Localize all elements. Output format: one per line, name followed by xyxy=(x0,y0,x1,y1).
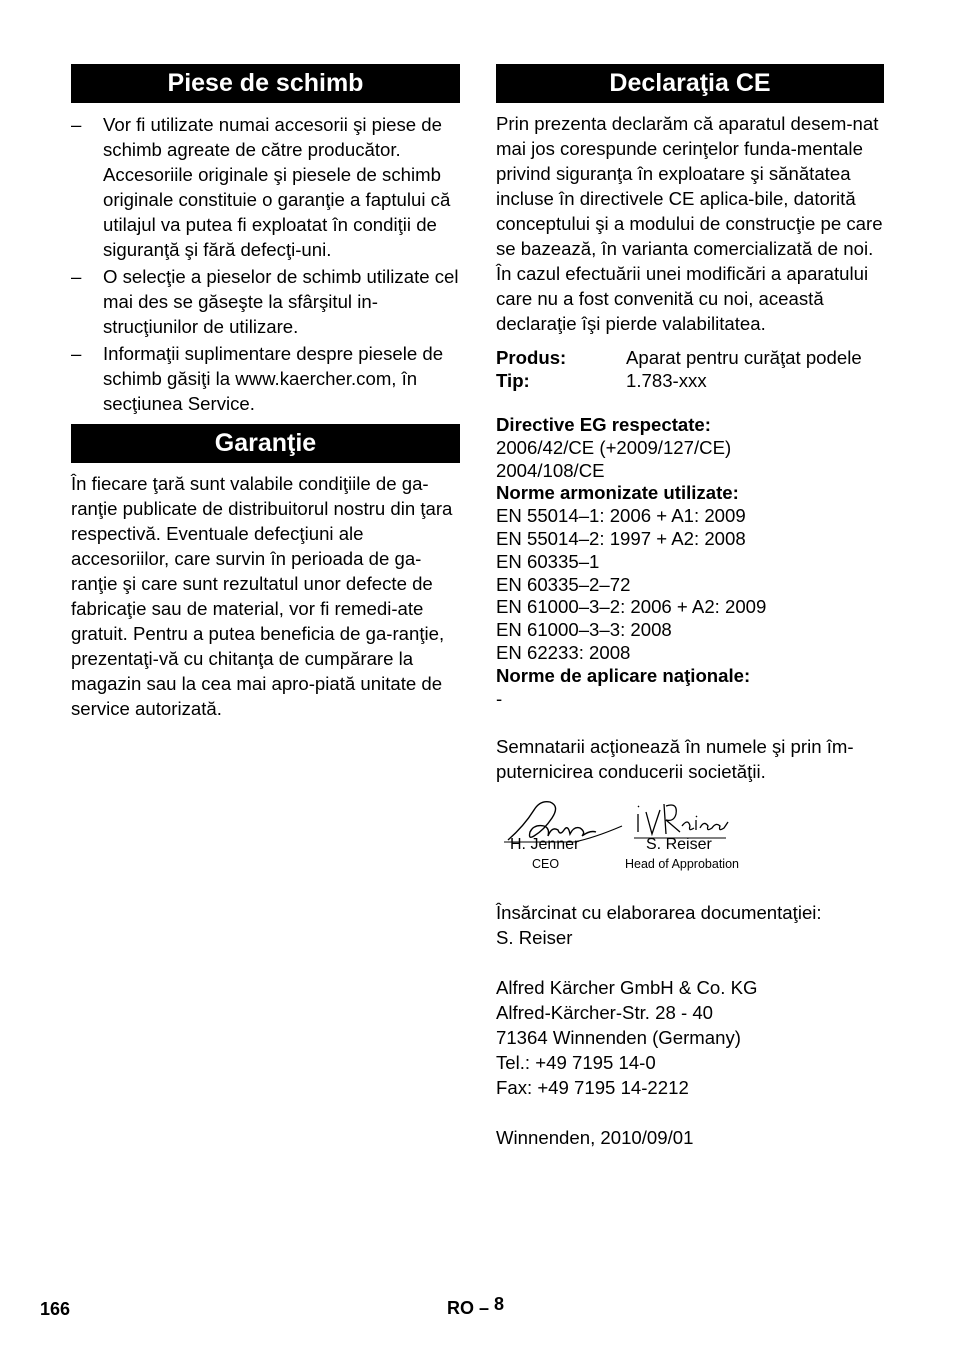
documentation-person: S. Reiser xyxy=(496,927,573,949)
product-value: Aparat pentru curăţat podele xyxy=(626,347,862,368)
signatures xyxy=(496,794,884,884)
language-code: RO xyxy=(447,1298,474,1318)
warranty-text: În fiecare ţară sunt valabile condiţiile de ga-ranţie publicate de distribuitorul nostru din ţara respectivă. Eventuale defecţiuni ale accesoriilor, care survin în perioada de ga-ranţie şi care sunt rezultatul unor defecte de fabricaţie sau de material, vor fi remedi-ate gratuit. Pentru a putea beneficia de ga-ranţie, prezentaţi-vă cu chitanţa de cumpărare la magazin sau la cea mai apro-piată unitate de service autorizată. xyxy=(71,473,453,719)
address-line: Fax: +49 7195 14-2212 xyxy=(496,1077,689,1099)
norm-item: EN 60335–1 xyxy=(496,550,600,572)
address-line: Tel.: +49 7195 14-0 xyxy=(496,1052,656,1074)
type-value: 1.783-xxx xyxy=(626,370,707,391)
dash-bullet: – xyxy=(71,343,82,364)
address-line: Alfred Kärcher GmbH & Co. KG xyxy=(496,977,758,999)
norm-item: EN 55014–2: 1997 + A2: 2008 xyxy=(496,527,746,549)
directives-label: Directive EG respectate: xyxy=(496,414,711,435)
norm-item: EN 55014–1: 2006 + A1: 2009 xyxy=(496,505,746,527)
ce-declaration-heading: Declaraţia CE xyxy=(496,64,884,103)
list-item: – O selecţie a pieselor de schimb utilizate cel mai des se găseşte la sfârşitul in-strucţiunilor de utilizare. xyxy=(71,266,459,337)
spare-parts-list xyxy=(71,112,460,416)
address-line: 71364 Winnenden (Germany) xyxy=(496,1027,741,1049)
signatories-text: Semnatarii acţionează în numele şi prin îm-puternicirea conducerii societăţii. xyxy=(496,736,854,783)
right-column xyxy=(496,64,884,1150)
national-label: Norme de aplicare naţionale: xyxy=(496,664,751,686)
signatory-1-role: CEO xyxy=(532,857,560,872)
list-item: – Informaţii suplimentare despre piesele de schimb găsiţi la www.kaercher.com, în secţiunea Service. xyxy=(71,343,444,414)
standards-block xyxy=(496,414,884,710)
place-date: Winnenden, 2010/09/01 xyxy=(496,1127,694,1149)
declaration-intro: Prin prezenta declarăm că aparatul desem-nat mai jos corespunde cerinţelor funda-mentale privind siguranţa în exploatare şi sănătatea incluse în directivele CE aplica-bile, datorită conceptului şi a modului de construcţie pe care se bazează, în varianta comercializată de noi. În cazul efectuării unei modificări a aparatului care nu a fost convenită cu noi, această declaraţie îşi pierde valabilitatea. xyxy=(496,113,883,334)
type-label: Tip: xyxy=(496,370,530,391)
product-label: Produs: xyxy=(496,347,567,368)
norm-item: EN 60335–2–72 xyxy=(496,573,631,595)
norm-item: EN 62233: 2008 xyxy=(496,641,631,663)
warranty-heading: Garanţie xyxy=(71,424,460,463)
documentation-block xyxy=(496,900,884,950)
page-separator: – xyxy=(479,1298,490,1318)
left-column xyxy=(71,64,460,721)
address-line: Alfred-Kärcher-Str. 28 - 40 xyxy=(496,1002,714,1024)
signatory-1-name: H. Jenner xyxy=(510,836,580,854)
directive-item: 2006/42/CE (+2009/127/CE) xyxy=(496,436,732,458)
directive-item: 2004/108/CE xyxy=(496,459,605,481)
product-info xyxy=(496,346,884,392)
page-number: 166 xyxy=(40,1299,71,1319)
company-address xyxy=(496,975,884,1100)
signatory-2-name: S. Reiser xyxy=(646,836,712,854)
language-page-indicator xyxy=(447,1294,505,1319)
norms-label: Norme armonizate utilizate: xyxy=(496,482,739,504)
documentation-label: Însărcinat cu elaborarea documentaţiei: xyxy=(496,902,822,924)
dash-bullet: – xyxy=(71,266,82,287)
type-row xyxy=(496,369,884,392)
national-value: - xyxy=(496,687,503,709)
norm-item: EN 61000–3–2: 2006 + A2: 2009 xyxy=(496,596,767,618)
list-item: – Vor fi utilizate numai accesorii şi piese de schimb agreate de către producător. Accesoriile originale şi piesele de schimb originale constituie o garanţie a faptului că utilajul va putea fi exploatat în condiţii de siguranţă şi fără defecţi-uni. xyxy=(71,114,451,260)
spare-parts-heading: Piese de schimb xyxy=(71,64,460,103)
dash-bullet: – xyxy=(71,114,82,135)
signatory-2-role: Head of Approbation xyxy=(625,857,739,872)
product-row xyxy=(496,346,884,369)
norm-item: EN 61000–3–3: 2008 xyxy=(496,619,672,641)
sub-page-number: 8 xyxy=(494,1294,505,1314)
